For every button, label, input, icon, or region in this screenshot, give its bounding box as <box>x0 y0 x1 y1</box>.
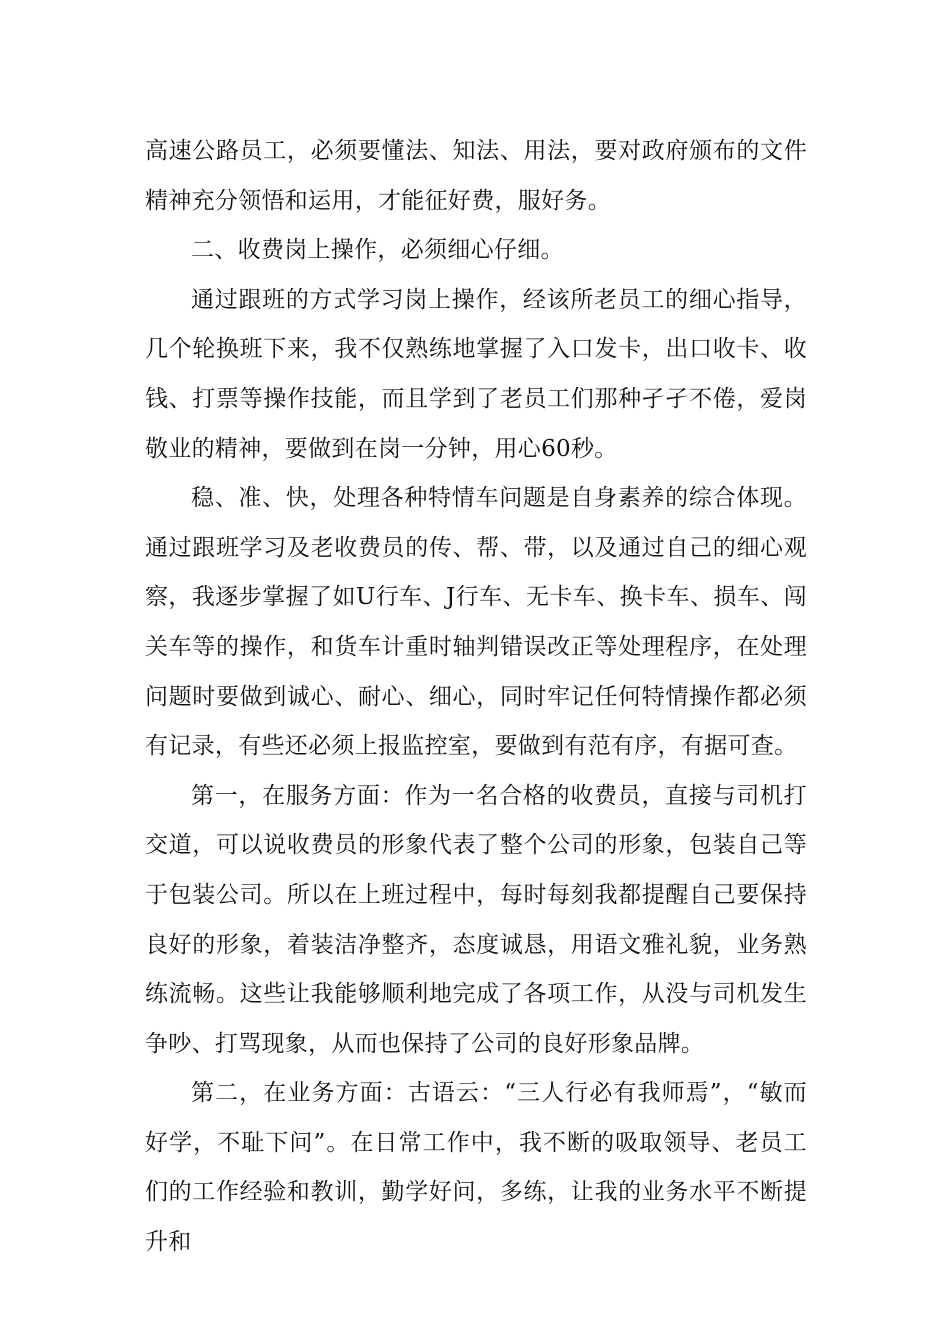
paragraph-continuation: 高速公路员工，必须要懂法、知法、用法，要对政府颁布的文件精神充分领悟和运用，才能征好费，服好务。 <box>145 138 807 214</box>
paragraph-special-vehicles: 稳、准、快，处理各种特情车问题是自身素养的综合体现。通过跟班学习及老收费员的传、帮、带，以及通过自己的细心观察，我逐步掌握了如U行车、J行车、无卡车、换卡车、损车、闯关车等的操作，和货车计重时轴判错误改正等处理程序，在处理问题时要做到诚心、耐心、细心，同时牢记任何特情操作都必须有记录，有些还必须上报监控室，要做到有范有序，有据可查。 <box>145 485 807 760</box>
paragraph-service: 第一，在服务方面：作为一名合格的收费员，直接与司机打交道，可以说收费员的形象代表了整个公司的形象，包装自己等于包装公司。所以在上班过程中，每时每刻我都提醒自己要保持良好的形象，着装洁净整齐，态度诚恳，用语文雅礼貌，业务熟练流畅。这些让我能够顺利地完成了各项工作，从没与司机发生争吵、打骂现象，从而也保持了公司的良好形象品牌。 <box>145 782 807 1057</box>
paragraph-business: 第二，在业务方面：古语云：“三人行必有我师焉”，“敏而好学，不耻下问”。在日常工作中，我不断的吸取领导、老员工们的工作经验和教训，勤学好问，多练，让我的业务水平不断提升和 <box>145 1080 807 1256</box>
document-body <box>145 127 807 1268</box>
paragraph-section-heading: 二、收费岗上操作，必须细心仔细。 <box>191 237 564 264</box>
paragraph-training: 通过跟班的方式学习岗上操作，经该所老员工的细心指导，几个轮换班下来，我不仅熟练地掌握了入口发卡，出口收卡、收钱、打票等操作技能，而且学到了老员工们那种孑孑不倦，爱岗敬业的精神，要做到在岗一分钟，用心60秒。 <box>145 286 807 462</box>
